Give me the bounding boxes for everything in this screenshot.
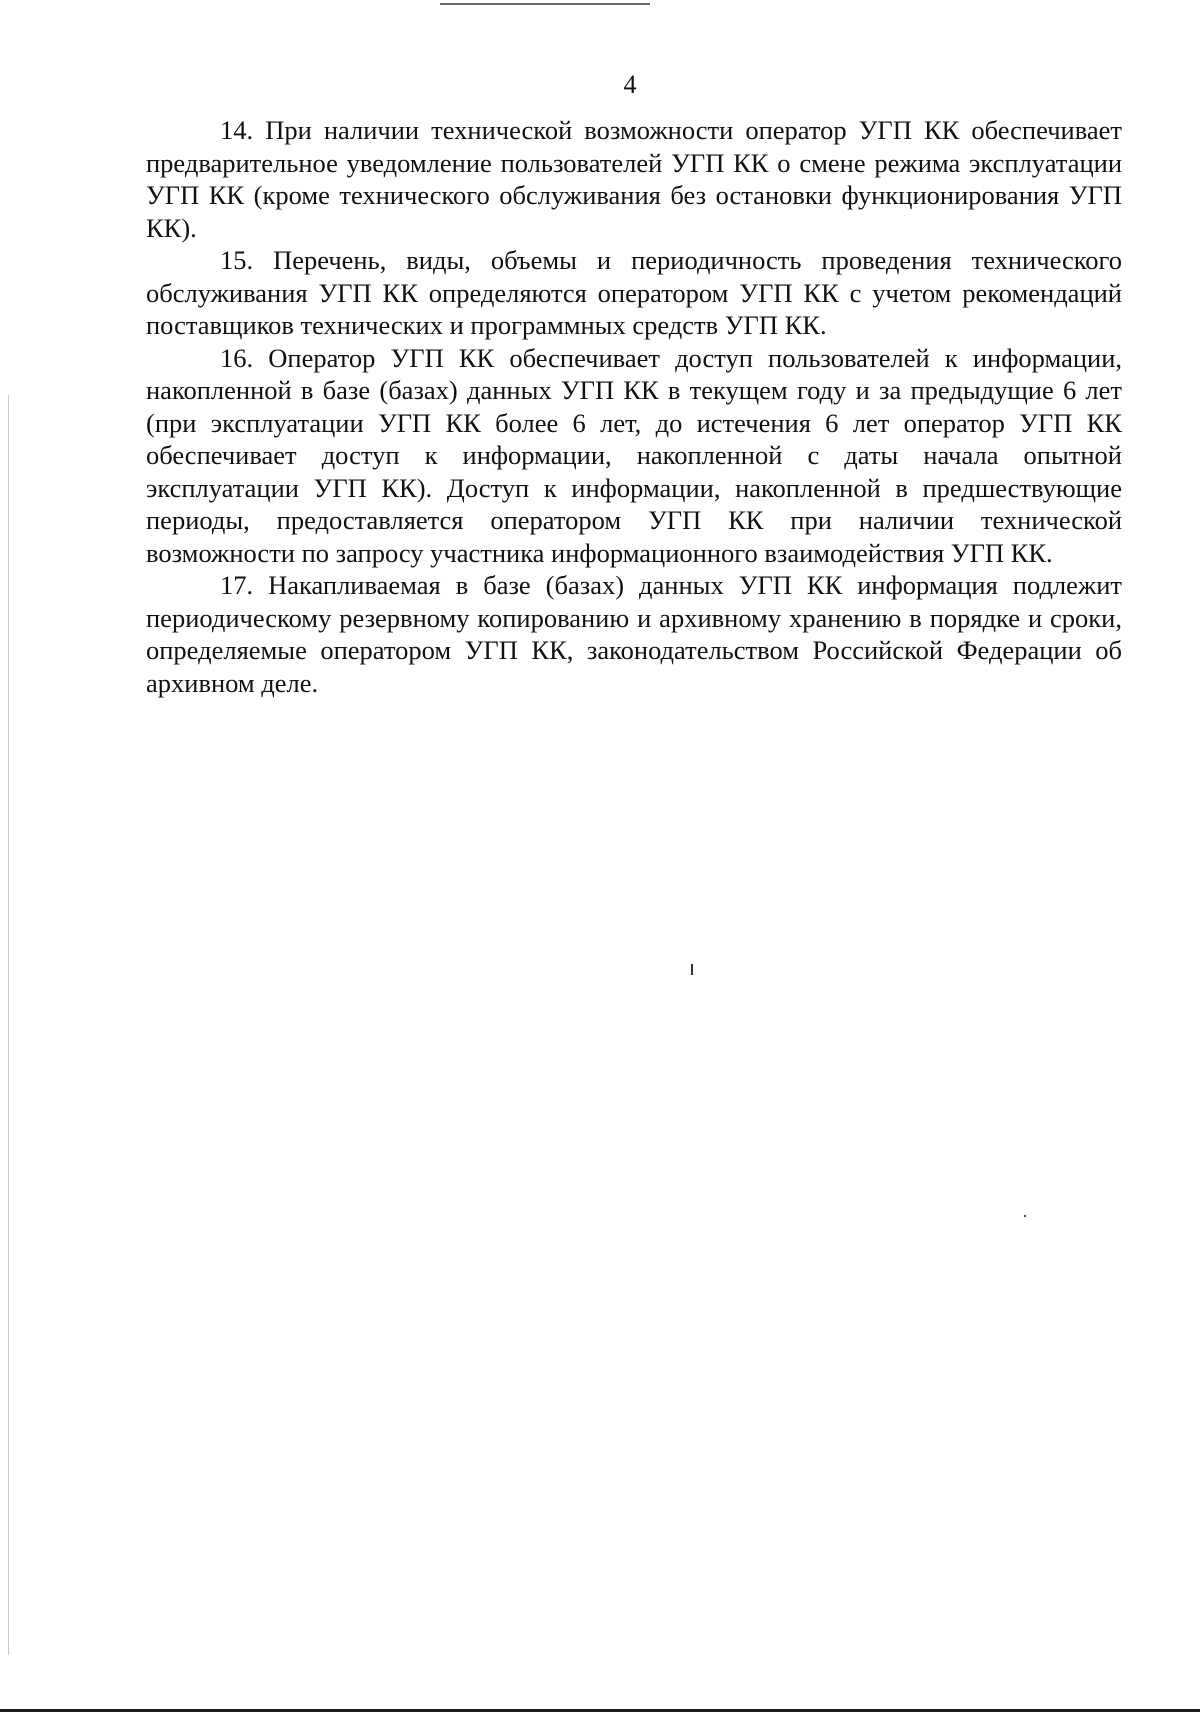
scan-artifact-bottom-line <box>0 1709 1200 1712</box>
document-body <box>146 114 1122 699</box>
paragraph-17: 17. Накапливаемая в базе (базах) данных УГП КК информация подлежит периодическому резервному копированию и архивному хранению в порядке и сроки, определяемые оператором УГП КК, законодательством Российской Федерации об архивном деле. <box>146 570 1122 698</box>
paragraph-14: 14. При наличии технической возможности оператор УГП КК обеспечивает предварительное уведомление пользователей УГП КК о смене режима эксплуатации УГП КК (кроме технического обслуживания без остановки функционирования УГП КК). <box>146 115 1122 243</box>
scan-artifact-top-line <box>440 3 650 5</box>
paragraph-16: 16. Оператор УГП КК обеспечивает доступ пользователей к информации, накопленной в базе (базах) данных УГП КК в текущем году и за предыдущие 6 лет (при эксплуатации УГП КК более 6 лет, до истечения 6 лет оператор УГП КК обеспечивает доступ к информации, накопленной с даты начала опытной эксплуатации УГП КК). Доступ к информации, накопленной в предшествующие периоды, предоставляется оператором УГП КК при наличии технической возможности по запросу участника информационного взаимодействия УГП КК. <box>146 342 1122 568</box>
scan-artifact-dot <box>1024 1215 1026 1217</box>
page-number: 4 <box>623 70 637 99</box>
paragraph-15: 15. Перечень, виды, объемы и периодичность проведения технического обслуживания УГП КК определяются оператором УГП КК с учетом рекомендаций поставщиков технических и программных средств УГП КК. <box>146 245 1122 340</box>
scan-artifact-left-line <box>8 395 9 1655</box>
scan-artifact-tick <box>691 964 693 975</box>
